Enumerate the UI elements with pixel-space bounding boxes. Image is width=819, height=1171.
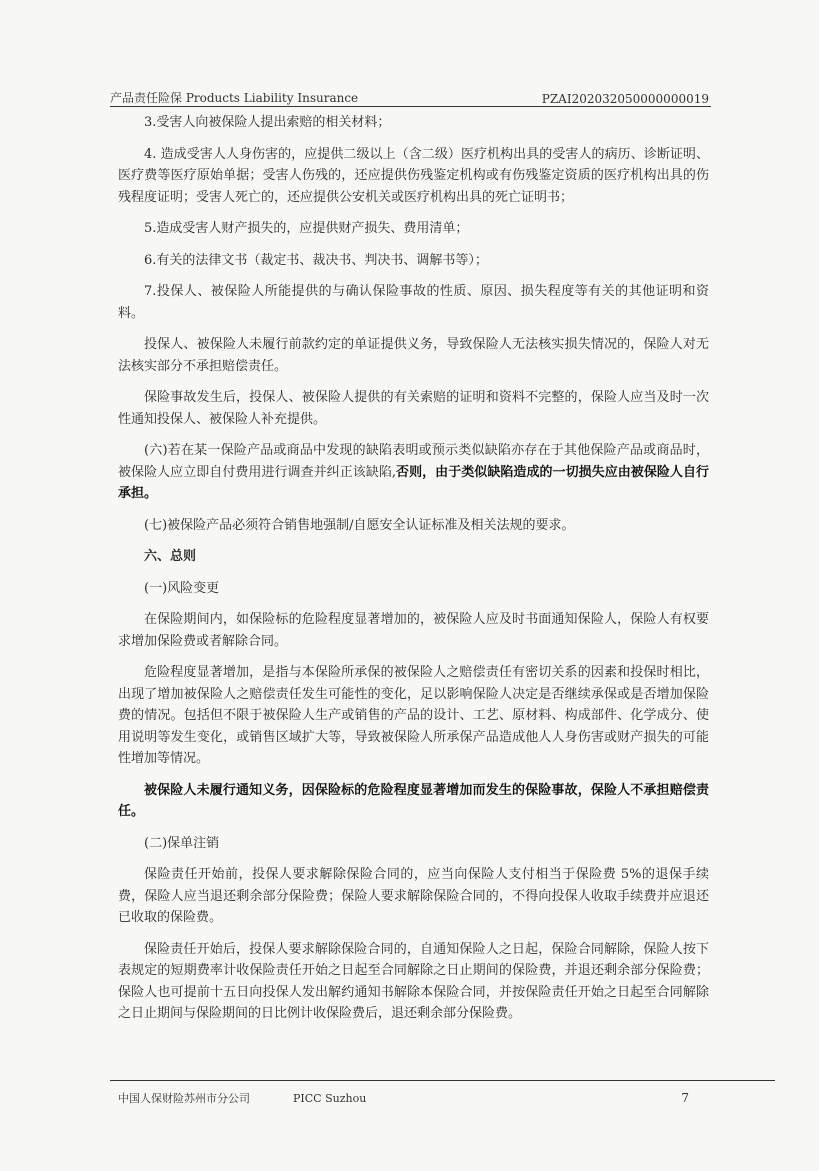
clause-7: (七)被保险产品必须符合销售地强制/自愿安全认证标准及相关法规的要求。 xyxy=(144,517,575,533)
proof-duty-paragraph: 投保人、被保险人未履行前款约定的单证提供义务，导致保险人无法核实损失情况的，保险人对无法核实部分不承担赔偿责任。 xyxy=(118,337,709,374)
header-divider xyxy=(110,106,711,107)
claim-item-6: 6.有关的法律文书（裁定书、裁决书、判决书、调解书等）； xyxy=(144,252,488,268)
risk-change-paragraph-1: 在保险期间内，如保险标的危险程度显著增加的，被保险人应及时书面通知保险人，保险人有权要求增加保险费或者解除合同。 xyxy=(118,612,709,649)
product-name: 产品责任险保 Products Liability Insurance xyxy=(110,91,359,105)
risk-change-title: (一)风险变更 xyxy=(144,580,220,596)
claim-item-4: 4. 造成受害人人身伤害的，应提供二级以上（含二级）医疗机构出具的受害人的病历、诊断证明、医疗费等医疗原始单据；受害人伤残的，还应提供伤残鉴定机构或有伤残鉴定资质的医疗机构出具的伤残程度证明；受害人死亡的，还应提供公安机关或医疗机构出具的死亡证明书； xyxy=(118,146,709,205)
page-header xyxy=(110,86,709,106)
cancellation-title: (二)保单注销 xyxy=(144,835,220,851)
clause-6 xyxy=(118,440,709,505)
footer-company: 中国人保财险苏州市分公司 xyxy=(118,1092,250,1105)
section-6-title: 六、总则 xyxy=(144,549,197,564)
claim-item-5: 5.造成受害人财产损失的，应提供财产损失、费用清单； xyxy=(144,221,469,236)
risk-change-paragraph-2: 危险程度显著增加，是指与本保险所承保的被保险人之赔偿责任有密切关系的因素和投保时相比，出现了增加被保险人之赔偿责任发生可能性的变化，足以影响保险人决定是否继续承保或是否增加保险费的情况。包括但不限于被保险人生产或销售的产品的设计、工艺、原材料、构成部件、化学成分、使用说明等发生变化，或销售区域扩大等，导致被保险人所承保产品造成他人人身伤害或财产损失的可能性增加等情况。 xyxy=(118,665,709,766)
risk-change-paragraph-3: 被保险人未履行通知义务，因保险标的危险程度显著增加而发生的保险事故，保险人不承担赔偿责任。 xyxy=(118,782,709,819)
policy-number: PZAI202032050000000019 xyxy=(541,92,709,106)
footer-divider xyxy=(110,1080,775,1081)
cancellation-paragraph-2: 保险责任开始后，投保人要求解除保险合同的，自通知保险人之日起，保险合同解除，保险人按下表规定的短期费率计收保险责任开始之日起至合同解除之日止期间的保险费，并退还剩余部分保险费；保险人也可提前十五日向投保人发出解约通知书解除本保险合同，并按保险责任开始之日起至合同解除之日止期间与保险期间的日比例计收保险费后，退还剩余部分保险费。 xyxy=(118,941,709,1021)
claim-item-3: 3.受害人向被保险人提出索赔的相关材料； xyxy=(144,115,391,130)
footer-brand: PICC Suzhou xyxy=(293,1091,367,1105)
claim-item-7: 7.投保人、被保险人所能提供的与确认保险事故的性质、原因、损失程度等有关的其他证明和资料。 xyxy=(118,284,709,321)
notify-paragraph: 保险事故发生后，投保人、被保险人提供的有关索赔的证明和资料不完整的，保险人应当及时一次性通知投保人、被保险人补充提供。 xyxy=(118,390,709,427)
clause-6-bold-text: 否则，由于类似缺陷造成的一切损失应由被保险人自行承担。 xyxy=(118,464,709,501)
page-number: 7 xyxy=(681,1091,689,1105)
page-footer xyxy=(118,1090,689,1106)
cancellation-paragraph-1: 保险责任开始前，投保人要求解除保险合同的，应当向保险人支付相当于保险费 5%的退保手续费，保险人应当退还剩余部分保险费；保险人要求解除保险合同的，不得向投保人收取手续费并应退还已收取的保险费。 xyxy=(118,867,709,925)
clause-6-text: (六)若在某一保险产品或商品中发现的缺陷表明或预示类似缺陷亦存在于其他保险产品或商品时，被保险人应立即自付费用进行调查并纠正该缺陷, xyxy=(118,443,709,480)
document-body xyxy=(118,112,709,1035)
